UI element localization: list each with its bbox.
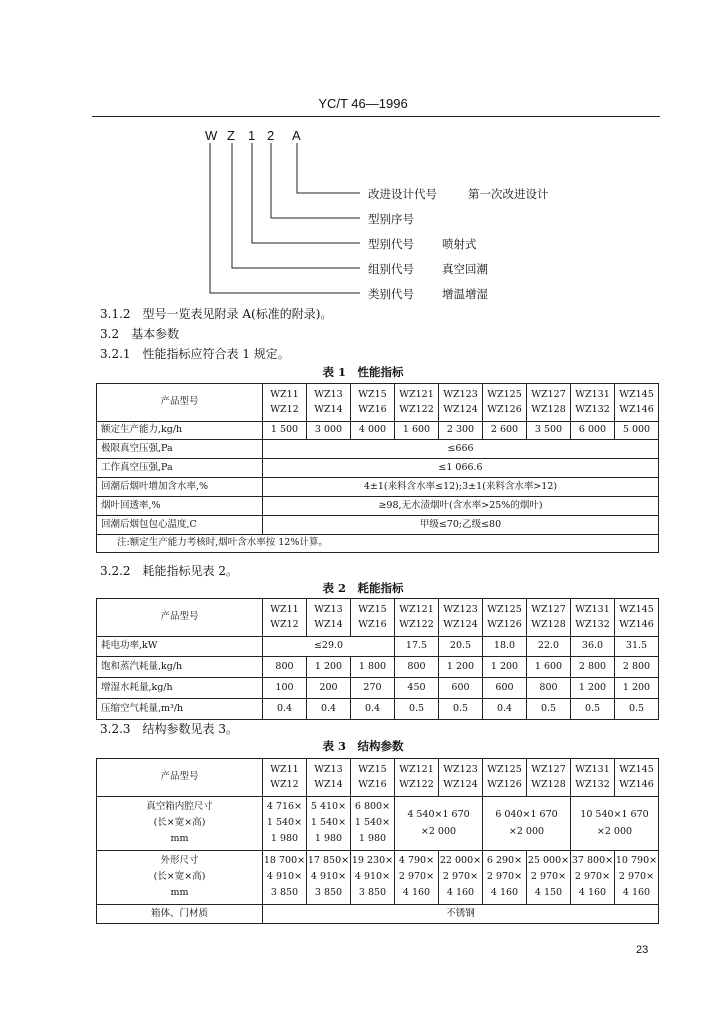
cell: 4 000 xyxy=(351,422,395,440)
cell: 25 000× 2 970× 4 150 xyxy=(527,851,571,905)
model-header: WZ123 WZ124 xyxy=(439,599,483,637)
cell: 450 xyxy=(395,678,439,699)
legend-label: 改进设计代号 xyxy=(368,187,437,201)
legend-label: 类别代号 xyxy=(368,287,414,301)
paragraph-3-2-1: 3.2.1 性能指标应符合表 1 规定。 xyxy=(100,347,290,361)
cell: 2 800 xyxy=(571,657,615,678)
row-label: 增湿水耗量,kg/h xyxy=(97,678,263,699)
cell: 6 000 xyxy=(571,422,615,440)
row-label: 回潮后烟叶增加含水率,% xyxy=(97,478,263,497)
row-label: 烟叶回透率,% xyxy=(97,497,263,516)
cell: 0.5 xyxy=(395,699,439,720)
cell: 4 790× 2 970× 4 160 xyxy=(395,851,439,905)
cell: 0.4 xyxy=(307,699,351,720)
row-label: 耗电功率,kW xyxy=(97,637,263,657)
cell: 1 200 xyxy=(483,657,527,678)
model-header: WZ13 WZ14 xyxy=(307,384,351,422)
model-header: WZ127 WZ128 xyxy=(527,384,571,422)
cell: 0.5 xyxy=(615,699,659,720)
model-header: WZ11 WZ12 xyxy=(263,759,307,797)
cell: 17.5 xyxy=(395,637,439,657)
cell: 18 700× 4 910× 3 850 xyxy=(263,851,307,905)
row-label: 饱和蒸汽耗量,kg/h xyxy=(97,657,263,678)
table1-caption: 表 1 性能指标 xyxy=(322,365,404,379)
cell: 800 xyxy=(527,678,571,699)
model-header: WZ145 WZ146 xyxy=(615,759,659,797)
cell: 4 540×1 670 ×2 000 xyxy=(395,797,483,851)
legend-value: 第一次改进设计 xyxy=(468,187,549,201)
span-cell: ≤1 066.6 xyxy=(263,459,659,478)
cell: 1 200 xyxy=(439,657,483,678)
cell: 600 xyxy=(439,678,483,699)
cell: 1 500 xyxy=(263,422,307,440)
header-product-model: 产品型号 xyxy=(97,384,263,422)
row-label: 回潮后烟包包心温度,C xyxy=(97,516,263,535)
model-header: WZ131 WZ132 xyxy=(571,599,615,637)
cell: 0.4 xyxy=(351,699,395,720)
inner-dimension-label: 真空箱内腔尺寸 (长×宽×高) mm xyxy=(97,797,263,851)
span-cell: ≥98,无水渍烟叶(含水率>25%的烟叶) xyxy=(263,497,659,516)
model-header: WZ131 WZ132 xyxy=(571,384,615,422)
cell: 600 xyxy=(483,678,527,699)
table3-caption: 表 3 结构参数 xyxy=(322,739,404,753)
cell: 2 600 xyxy=(483,422,527,440)
table1-performance xyxy=(96,383,659,553)
outer-dimension-label: 外形尺寸 (长×宽×高) mm xyxy=(97,851,263,905)
cell: 0.4 xyxy=(263,699,307,720)
code-letter-3: 1 xyxy=(248,128,256,143)
cell: 36.0 xyxy=(571,637,615,657)
cell: 17 850× 4 910× 3 850 xyxy=(307,851,351,905)
code-letter-1: W xyxy=(205,128,218,143)
table2-energy xyxy=(96,598,659,720)
cell: 800 xyxy=(263,657,307,678)
model-header: WZ145 WZ146 xyxy=(615,599,659,637)
cell: 800 xyxy=(395,657,439,678)
code-letter-4: 2 xyxy=(267,128,275,143)
cell: 6 290× 2 970× 4 160 xyxy=(483,851,527,905)
cell: 6 040×1 670 ×2 000 xyxy=(483,797,571,851)
model-header: WZ121 WZ122 xyxy=(395,759,439,797)
span-cell: 甲级≤70;乙级≤80 xyxy=(263,516,659,535)
table1-note: 注:额定生产能力考核时,烟叶含水率按 12%计算。 xyxy=(97,535,659,553)
cell: 1 600 xyxy=(395,422,439,440)
span-cell: 不锈钢 xyxy=(263,905,659,924)
page-number: 23 xyxy=(636,944,649,956)
model-header: WZ121 WZ122 xyxy=(395,384,439,422)
cell: 5 000 xyxy=(615,422,659,440)
paragraph-3-2: 3.2 基本参数 xyxy=(100,327,180,341)
legend-label: 型别序号 xyxy=(368,212,414,226)
model-header: WZ11 WZ12 xyxy=(263,384,307,422)
model-header: WZ127 WZ128 xyxy=(527,759,571,797)
model-header: WZ125 WZ126 xyxy=(483,599,527,637)
row-label: 工作真空压强,Pa xyxy=(97,459,263,478)
standard-header: YC/T 46—1996 xyxy=(318,96,408,111)
legend-label: 组别代号 xyxy=(368,262,414,276)
cell: 3 500 xyxy=(527,422,571,440)
cell: 5 410× 1 540× 1 980 xyxy=(307,797,351,851)
model-header: WZ131 WZ132 xyxy=(571,759,615,797)
model-header: WZ123 WZ124 xyxy=(439,759,483,797)
cell: 22.0 xyxy=(527,637,571,657)
cell: 0.5 xyxy=(439,699,483,720)
model-header: WZ125 WZ126 xyxy=(483,384,527,422)
cell: 270 xyxy=(351,678,395,699)
row-label: 箱体、门材质 xyxy=(97,905,263,924)
legend-value: 增温增湿 xyxy=(442,287,488,301)
model-header: WZ121 WZ122 xyxy=(395,599,439,637)
cell: 4 716× 1 540× 1 980 xyxy=(263,797,307,851)
model-header: WZ127 WZ128 xyxy=(527,599,571,637)
cell: 37 800× 2 970× 4 160 xyxy=(571,851,615,905)
legend-value: 真空回潮 xyxy=(442,262,488,276)
model-header: WZ15 WZ16 xyxy=(351,599,395,637)
span-cell: ≤666 xyxy=(263,440,659,459)
row-label: 极限真空压强,Pa xyxy=(97,440,263,459)
model-header: WZ13 WZ14 xyxy=(307,759,351,797)
code-letter-2: Z xyxy=(227,128,235,143)
cell: 0.4 xyxy=(483,699,527,720)
cell: 100 xyxy=(263,678,307,699)
legend-label: 型别代号 xyxy=(368,237,414,251)
cell: 10 540×1 670 ×2 000 xyxy=(571,797,659,851)
table2-caption: 表 2 耗能指标 xyxy=(322,581,404,595)
cell: 19 230× 4 910× 3 850 xyxy=(351,851,395,905)
cell: 6 800× 1 540× 1 980 xyxy=(351,797,395,851)
model-header: WZ15 WZ16 xyxy=(351,759,395,797)
table3-structure xyxy=(96,758,659,924)
paragraph-3-1-2: 3.1.2 型号一览表见附录 A(标准的附录)。 xyxy=(100,307,333,321)
cell: 1 800 xyxy=(351,657,395,678)
model-header: WZ13 WZ14 xyxy=(307,599,351,637)
row-label: 压缩空气耗量,m³/h xyxy=(97,699,263,720)
cell: ≤29.0 xyxy=(263,637,395,657)
model-header: WZ125 WZ126 xyxy=(483,759,527,797)
paragraph-3-2-3: 3.2.3 结构参数见表 3。 xyxy=(100,722,238,736)
row-label: 额定生产能力,kg/h xyxy=(97,422,263,440)
cell: 0.5 xyxy=(527,699,571,720)
paragraph-3-2-2: 3.2.2 耗能指标见表 2。 xyxy=(100,564,238,578)
cell: 10 790× 2 970× 4 160 xyxy=(615,851,659,905)
legend-value: 喷射式 xyxy=(442,237,477,251)
code-letter-5: A xyxy=(292,128,301,143)
model-code-diagram xyxy=(0,0,726,320)
cell: 1 200 xyxy=(615,678,659,699)
cell: 31.5 xyxy=(615,637,659,657)
span-cell: 4±1(来料含水率≤12);3±1(来料含水率>12) xyxy=(263,478,659,497)
cell: 2 300 xyxy=(439,422,483,440)
cell: 18.0 xyxy=(483,637,527,657)
model-header: WZ123 WZ124 xyxy=(439,384,483,422)
header-product-model: 产品型号 xyxy=(97,759,263,797)
cell: 22 000× 2 970× 4 160 xyxy=(439,851,483,905)
header-product-model: 产品型号 xyxy=(97,599,263,637)
cell: 2 800 xyxy=(615,657,659,678)
model-header: WZ15 WZ16 xyxy=(351,384,395,422)
model-header: WZ145 WZ146 xyxy=(615,384,659,422)
cell: 20.5 xyxy=(439,637,483,657)
cell: 0.5 xyxy=(571,699,615,720)
cell: 1 200 xyxy=(307,657,351,678)
cell: 1 200 xyxy=(571,678,615,699)
cell: 3 000 xyxy=(307,422,351,440)
cell: 200 xyxy=(307,678,351,699)
cell: 1 600 xyxy=(527,657,571,678)
model-header: WZ11 WZ12 xyxy=(263,599,307,637)
